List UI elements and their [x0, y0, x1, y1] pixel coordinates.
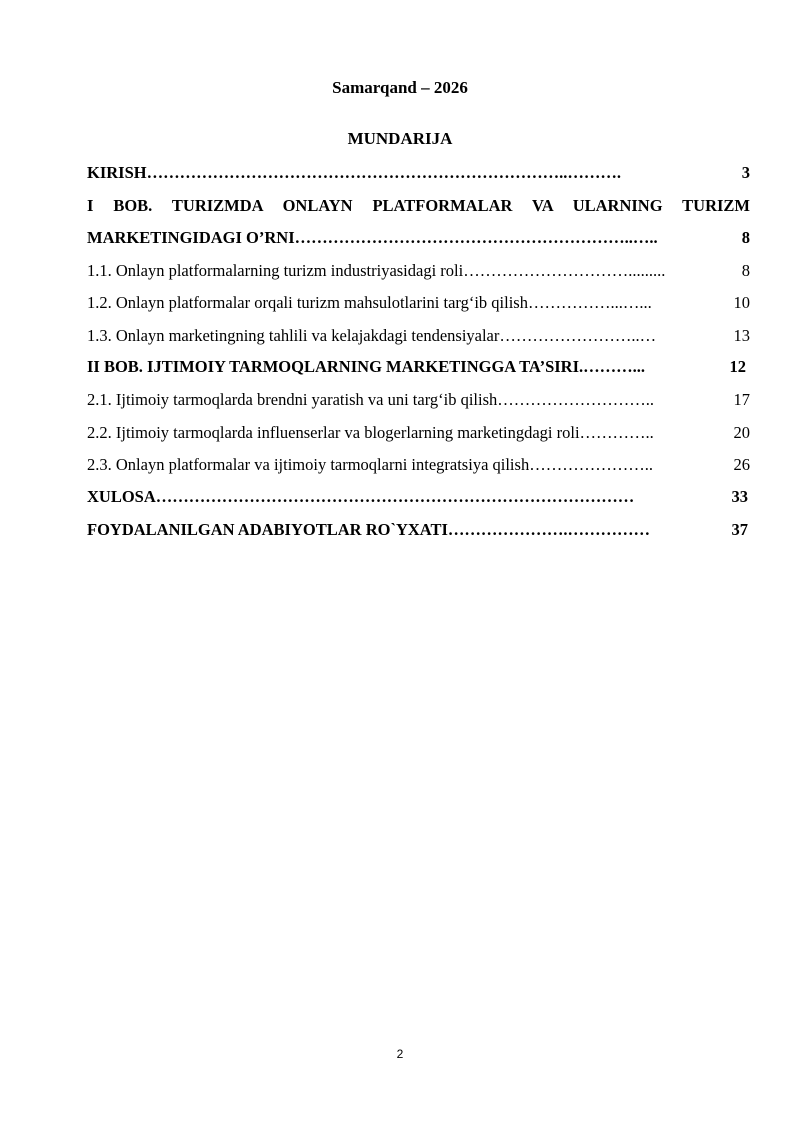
toc-entry-label: 2.1. Ijtimoiy tarmoqlarda brendni yaratish va uni targ‘ib qilish………………………..	[87, 390, 655, 409]
toc-entry-page: 8	[741, 261, 750, 280]
toc-entry-page: 13	[733, 326, 750, 345]
toc-entry-label: 1.3. Onlayn marketingning tahlili va kelajakdagi tendensiyalar……………………..…	[87, 326, 657, 345]
toc-entry-page: 33	[731, 487, 748, 506]
toc-entry-kirish	[87, 163, 750, 183]
place-year-heading: Samarqand – 2026	[332, 78, 468, 97]
toc-entry-label: 1.2. Onlayn platformalar orqali turizm mahsulotlarini targ‘ib qilish……………...…...	[87, 293, 652, 312]
toc-entry-label: II BOB. IJTIMOIY TARMOQLARNING MARKETINGGA TA’SIRI.………...	[87, 357, 646, 376]
toc-entry-1-1	[87, 261, 750, 281]
toc-entry-page: 17	[733, 390, 750, 409]
toc-entry-2-3	[87, 455, 750, 475]
toc-entry-1-2	[87, 293, 750, 313]
toc-entry-bob1-line2	[87, 228, 750, 248]
toc-entry-bob2	[87, 357, 750, 377]
toc-entry-bob1-line1	[87, 196, 750, 216]
toc-entry-label: 2.3. Onlayn platformalar va ijtimoiy tarmoqlarni integratsiya qilish…………………..	[87, 455, 653, 474]
toc-entry-2-2	[87, 423, 750, 443]
toc-entry-label: FOYDALANILGAN ADABIYOTLAR RO`YXATI………………….……………	[87, 520, 651, 539]
toc-entry-1-3	[87, 326, 750, 346]
toc-entry-adabiyotlar	[87, 520, 750, 540]
toc-entry-page: 10	[733, 293, 750, 312]
toc-entry-label: 2.2. Ijtimoiy tarmoqlarda influenserlar va blogerlarning marketingdagi roli…………..	[87, 423, 654, 442]
toc-entry-page: 12	[729, 357, 746, 376]
toc-entry-page: 8	[741, 228, 750, 247]
toc-entry-label: KIRISH…………………………………………………………………..……….	[87, 163, 621, 182]
toc-entry-page: 3	[741, 163, 750, 182]
toc-title: MUNDARIJA	[347, 129, 453, 148]
toc-entry-page: 20	[733, 423, 750, 442]
toc-entry-2-1	[87, 390, 750, 410]
toc-entry-xulosa	[87, 487, 750, 507]
toc-entry-label: XULOSA……………………………………………………………………………	[87, 487, 635, 506]
toc-entry-label: I BOB. TURIZMDA ONLAYN PLATFORMALAR VA ULARNING TURIZM	[87, 196, 750, 215]
toc-entry-label: 1.1. Onlayn platformalarning turizm industriyasidagi roli………………………….........	[87, 261, 666, 280]
toc-entry-page: 37	[731, 520, 748, 539]
page-number: 2	[396, 1047, 404, 1061]
toc-entry-label: MARKETINGIDAGI O’RNI……………………………………………………..…..	[87, 228, 658, 247]
toc-entry-page: 26	[733, 455, 750, 474]
